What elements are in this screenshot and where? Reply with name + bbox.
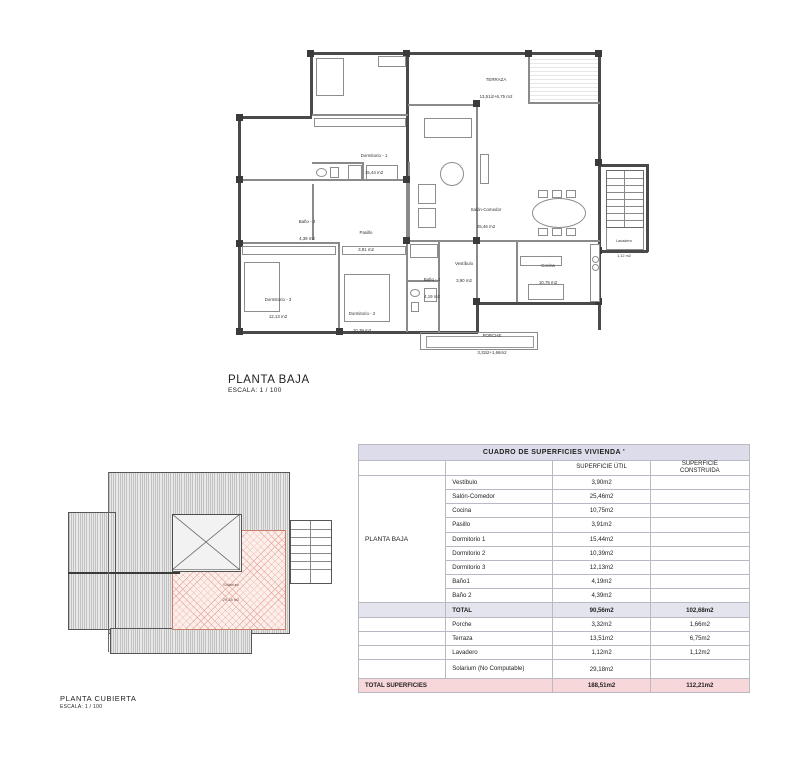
chair: [538, 228, 548, 236]
row-label: Dormitorio 3: [446, 560, 553, 574]
table-title: CUADRO DE SUPERFICIES VIVIENDA ': [359, 445, 750, 461]
table-row: [359, 475, 750, 489]
row-built: [650, 546, 749, 560]
wall: [238, 116, 241, 334]
row-label: Dormitorio 2: [446, 546, 553, 560]
table-title-row: [359, 445, 750, 461]
table-row: [359, 631, 750, 645]
room-label-terraza: TERRAZA 13,51i2+6,75 m2: [479, 77, 513, 99]
wall: [408, 240, 478, 242]
chair: [538, 190, 548, 198]
stairs: [606, 170, 644, 228]
room-label-dormitorio-2: Dormitorio - 2 10,39 m2: [348, 311, 376, 333]
room-label-salon-comedor: Salón-Comedor 25,46 m2: [470, 207, 502, 229]
bed: [316, 58, 344, 96]
wall: [598, 52, 601, 162]
header-superficie-util: SUPERFICIE ÚTIL: [553, 461, 650, 476]
row-util: 3,32m2: [553, 617, 650, 631]
row-util: 4,39m2: [553, 589, 650, 603]
room-label-bano-1: Baño - 1 4,19 m2: [423, 277, 441, 299]
wall: [238, 116, 312, 119]
hob: [592, 256, 599, 263]
total-util: 90,56m2: [553, 603, 650, 617]
wall: [478, 240, 600, 242]
extra-blank: [359, 631, 446, 645]
pillar: [236, 114, 243, 121]
wall: [310, 52, 408, 55]
header-superficie-construida: [650, 461, 749, 476]
row-label: Pasillo: [446, 518, 553, 532]
header-blank-2: [446, 461, 553, 476]
row-built: [650, 589, 749, 603]
row-built: [650, 489, 749, 503]
row-label: Baño 2: [446, 589, 553, 603]
grand-total-label: TOTAL SUPERFICIES: [359, 679, 553, 693]
bathtub: [410, 244, 438, 258]
tv-unit: [480, 154, 489, 184]
total-label: TOTAL: [446, 603, 553, 617]
row-label: Salón-Comedor: [446, 489, 553, 503]
row-label: Porche: [446, 617, 553, 631]
total-blank: [359, 603, 446, 617]
row-label: Dormitorio 1: [446, 532, 553, 546]
room-label-pasillo: Pasillo 3,91 m2: [358, 230, 374, 252]
row-built: 1,12m2: [650, 646, 749, 660]
hob: [592, 264, 599, 271]
roof-plan-scale: ESCALA: 1 / 100: [60, 704, 103, 710]
grand-total-built: 112,21m2: [650, 679, 749, 693]
table-row: [359, 617, 750, 631]
row-util: 10,39m2: [553, 546, 650, 560]
roof-plan-title: PLANTA CUBIERTA: [60, 694, 137, 703]
ground-floor-caption: [228, 374, 310, 394]
dining-table: [532, 198, 586, 228]
chair: [566, 228, 576, 236]
section-planta-baja: PLANTA BAJA: [359, 475, 446, 603]
row-util: 1,12m2: [553, 646, 650, 660]
row-util: 10,75m2: [553, 504, 650, 518]
ground-floor-plan: [228, 44, 650, 364]
pillar: [236, 328, 243, 335]
kitchen-counter: [590, 244, 600, 302]
table-total-row: [359, 603, 750, 617]
sink: [316, 168, 327, 177]
row-built: [650, 504, 749, 518]
pillar: [307, 50, 314, 57]
wall: [600, 164, 648, 167]
sofa: [424, 118, 472, 138]
room-label-dormitorio-1: Dormitorio - 1 15,44 m2: [360, 153, 388, 175]
row-label: Vestíbulo: [446, 475, 553, 489]
wall: [312, 114, 408, 116]
row-util: 12,13m2: [553, 560, 650, 574]
chair: [552, 228, 562, 236]
surfaces-table: [358, 444, 750, 693]
ground-floor-scale: ESCALA: 1 / 100: [228, 387, 282, 394]
row-label: Baño1: [446, 575, 553, 589]
room-label-lavadero: Lavadero 1,12 m2: [616, 239, 632, 258]
row-util: 29,18m2: [553, 660, 650, 679]
wall: [476, 302, 600, 305]
row-util: 13,51m2: [553, 631, 650, 645]
roof-stairs: [290, 520, 332, 584]
armchair: [418, 184, 436, 204]
header-built-line1: SUPERFICIE: [681, 461, 718, 467]
row-built: 6,75m2: [650, 631, 749, 645]
row-label: Cocina: [446, 504, 553, 518]
table-header-row: [359, 461, 750, 476]
wall: [516, 242, 518, 302]
row-util: 25,46m2: [553, 489, 650, 503]
terrace-floor: [530, 56, 598, 100]
room-label-vestibulo: Vestíbulo 3,90 m2: [454, 261, 474, 283]
row-label: Lavadero: [446, 646, 553, 660]
row-util: 3,90m2: [553, 475, 650, 489]
wall: [406, 242, 408, 332]
chair: [552, 190, 562, 198]
row-util: 15,44m2: [553, 532, 650, 546]
room-label-solarium: Solarium 29,18 m2: [222, 582, 240, 602]
row-built: [650, 518, 749, 532]
wall: [310, 52, 313, 116]
row-built: [650, 532, 749, 546]
header-blank-1: [359, 461, 446, 476]
pillar: [403, 237, 410, 244]
pillar: [595, 159, 602, 166]
wardrobe: [378, 56, 406, 67]
roof-plan-caption: [60, 694, 137, 710]
armchair: [418, 208, 436, 228]
wall: [646, 164, 649, 252]
coffee-table: [440, 162, 464, 186]
table-row: [359, 660, 750, 679]
skylight-diagonals: [172, 514, 240, 570]
row-built: [650, 475, 749, 489]
row-built: [650, 560, 749, 574]
row-util: 4,19m2: [553, 575, 650, 589]
table-row: [359, 646, 750, 660]
row-built: [650, 660, 749, 679]
pillar: [403, 176, 410, 183]
pillar: [473, 298, 480, 305]
chair: [566, 190, 576, 198]
row-label: Solarium (No Computable): [446, 660, 553, 679]
row-util: 3,91m2: [553, 518, 650, 532]
wall: [408, 162, 410, 240]
extra-blank: [359, 660, 446, 679]
row-built: [650, 575, 749, 589]
toilet: [330, 167, 339, 178]
porche-outline: [537, 332, 538, 350]
extra-blank: [359, 646, 446, 660]
roof-surface: [110, 628, 252, 654]
row-built: 1,66m2: [650, 617, 749, 631]
room-label-bano-2: Baño - 2 4,39 m2: [298, 219, 316, 241]
wall: [528, 102, 600, 104]
extra-blank: [359, 617, 446, 631]
header-built-line2: CONSTRUIDA: [680, 467, 720, 474]
roof-plan: [58, 468, 348, 688]
wardrobe: [314, 118, 406, 127]
total-built: 102,68m2: [650, 603, 749, 617]
ground-floor-title: PLANTA BAJA: [228, 374, 310, 386]
row-label: Terraza: [446, 631, 553, 645]
room-label-cocina: Cocina 10,75 m2: [538, 263, 558, 285]
grand-total-util: 188,51m2: [553, 679, 650, 693]
porche-outline: [420, 332, 421, 350]
room-label-porche: PORCHE 3,32i2+1,66m2: [477, 333, 507, 355]
wall: [408, 52, 601, 55]
table-grand-total-row: [359, 679, 750, 693]
room-label-dormitorio-3: Dormitorio - 3 12,13 m2: [264, 297, 292, 319]
pillar: [236, 176, 243, 183]
